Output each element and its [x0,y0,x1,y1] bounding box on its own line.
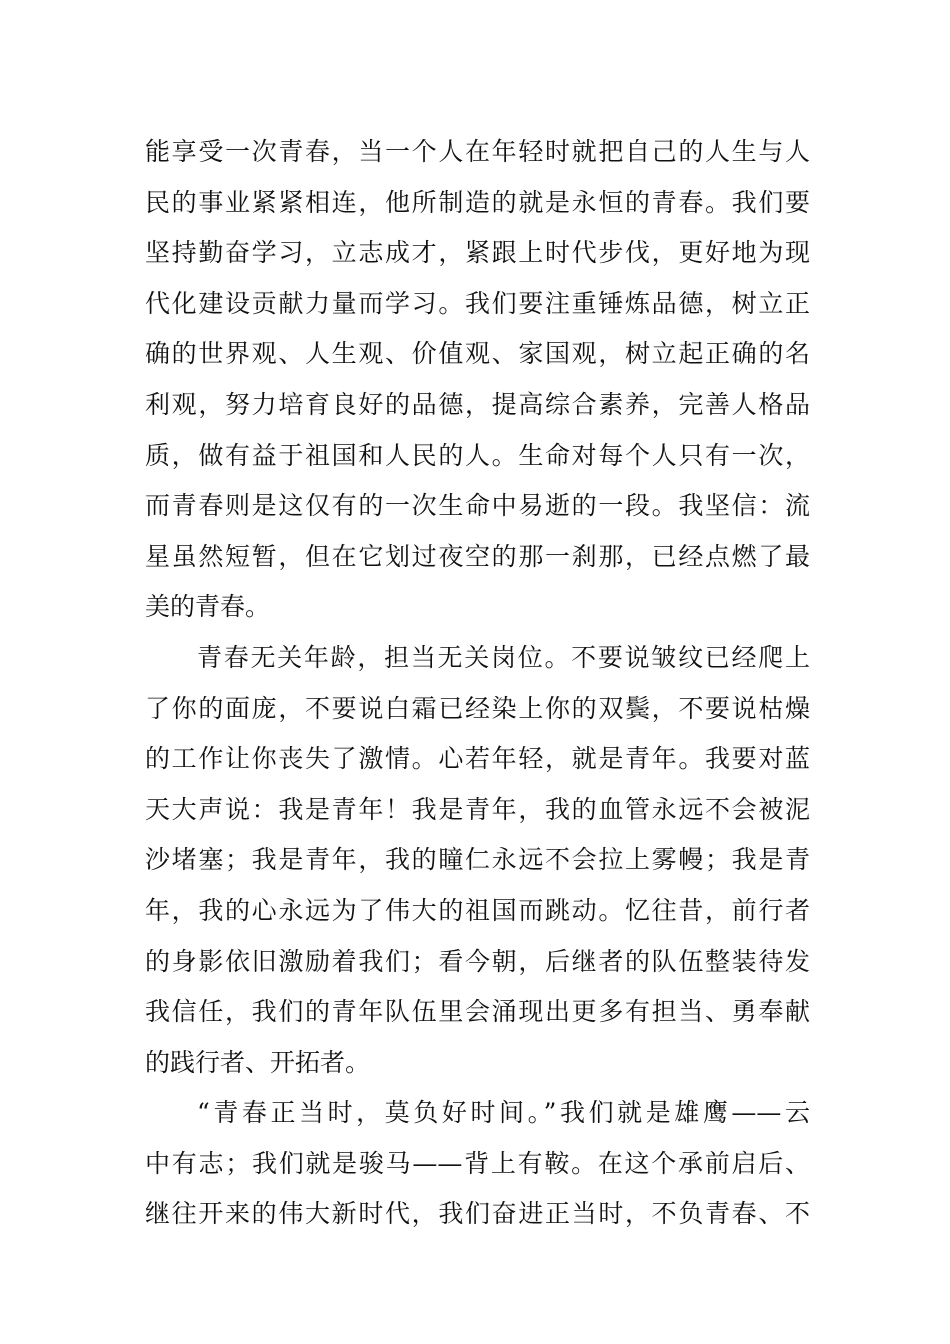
text-line: 利观，努力培育良好的品德，提高综合素养，完善人格品 [145,389,810,419]
text-line: 沙堵塞；我是青年，我的瞳仁永远不会拉上雾幔；我是青 [145,845,810,875]
text-line: 青春无关年龄，担当无关岗位。不要说皱纹已经爬上 [197,642,810,672]
text-line: 民的事业紧紧相连，他所制造的就是永恒的青春。我们要 [145,187,810,217]
text-line: 我信任，我们的青年队伍里会涌现出更多有担当、勇奉献 [145,997,810,1027]
text-line: 确的世界观、人生观、价值观、家国观，树立起正确的名 [145,339,810,369]
text-line: 的工作让你丧失了激情。心若年轻，就是青年。我要对蓝 [145,744,810,774]
text-line: 能享受一次青春，当一个人在年轻时就把自己的人生与人 [145,137,810,166]
text-line: 继往开来的伟大新时代，我们奋进正当时，不负青春、不 [145,1199,810,1229]
text-line: 美的青春。 [145,592,271,622]
body-text [145,127,810,1240]
text-line: 天大声说：我是青年！我是青年，我的血管永远不会被泥 [145,794,810,824]
text-line: “青春正当时，莫负好时间。”我们就是雄鹰——云 [197,1098,810,1128]
text-line: 年，我的心永远为了伟大的祖国而跳动。忆往昔，前行者 [145,895,810,925]
text-line: 坚持勤奋学习，立志成才，紧跟上时代步伐，更好地为现 [145,238,810,268]
text-line: 质，做有益于祖国和人民的人。生命对每个人只有一次， [145,440,810,470]
text-line: 了你的面庞，不要说白霜已经染上你的双鬓，不要说枯燥 [145,693,810,723]
text-line: 代化建设贡献力量而学习。我们要注重锤炼品德，树立正 [145,288,810,318]
text-line: 而青春则是这仅有的一次生命中易逝的一段。我坚信：流 [145,491,810,521]
text-line: 的践行者、开拓者。 [145,1047,371,1077]
text-line: 的身影依旧激励着我们；看今朝，后继者的队伍整装待发 [145,946,810,976]
text-line: 中有志；我们就是骏马——背上有鞍。在这个承前启后、 [145,1148,810,1178]
text-line: 星虽然短暂，但在它划过夜空的那一刹那，已经点燃了最 [145,541,810,571]
